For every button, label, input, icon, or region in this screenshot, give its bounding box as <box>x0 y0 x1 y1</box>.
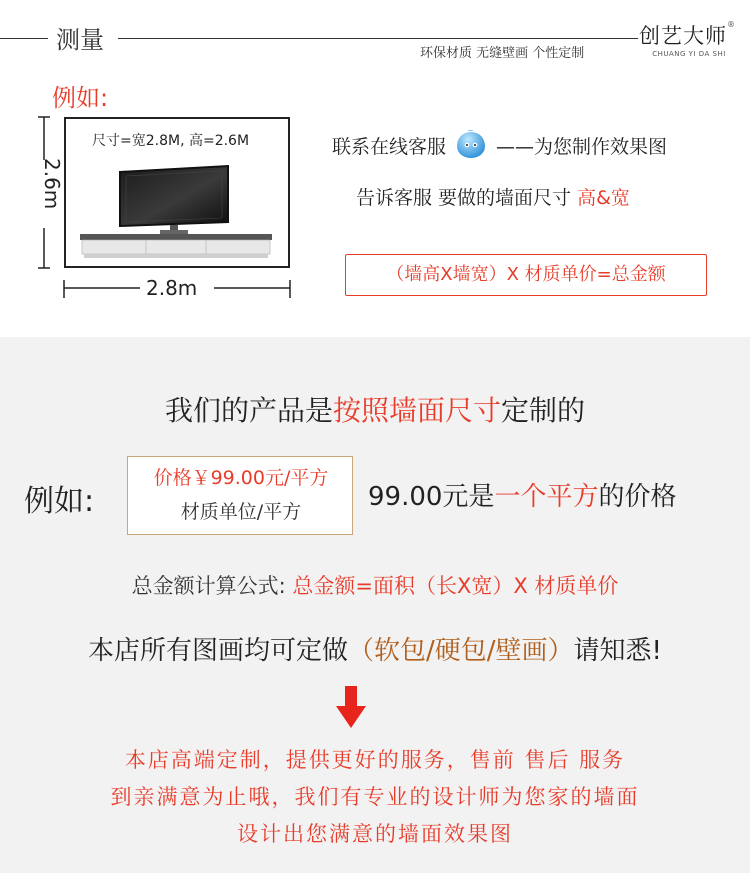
chat-bubble-icon[interactable] <box>454 130 488 160</box>
logo-registered-mark: ® <box>727 20 735 29</box>
calc-formula: 总金额=面积（长X宽）X 材质单价 <box>292 574 619 598</box>
logo-main-text: 创艺大师 <box>639 24 727 48</box>
width-dimension-label: 2.8m <box>146 276 198 300</box>
all-custom-notice <box>0 630 750 667</box>
custom-suffix: 定制的 <box>501 394 586 427</box>
promise-line: 本店高端定制，提供更好的服务，售前 售后 服务 <box>124 748 626 772</box>
tell-highlight: 高&宽 <box>577 187 630 209</box>
promise-line: 设计出您满意的墙面效果图 <box>237 822 513 846</box>
promise-line: 到亲满意为止哦，我们有专业的设计师为您家的墙面 <box>110 785 640 809</box>
price-main: 价格￥99.00元/平方 <box>153 467 329 489</box>
size-text: 尺寸=宽2.8M, 高=2.6M <box>92 133 250 149</box>
calc-formula-line <box>0 570 750 600</box>
contact-desc: ——为您制作效果图 <box>496 135 668 158</box>
custom-prefix: 我们的产品是 <box>164 394 333 427</box>
price-box <box>127 456 353 535</box>
custom-statement <box>0 389 750 429</box>
price-desc-highlight: 一个平方 <box>494 482 599 512</box>
service-promise <box>0 742 750 853</box>
custom-highlight: 按照墙面尺寸 <box>332 394 501 427</box>
price-unit: 材质单位/平方 <box>180 501 302 523</box>
contact-text: 联系在线客服 <box>332 135 447 158</box>
formula-box: （墙高X墙宽）X 材质单价=总金额 <box>345 254 707 296</box>
tv-cabinet-illustration <box>76 152 276 264</box>
tell-size-line <box>356 183 630 210</box>
logo-sub-text: CHUANG YI DA SHI <box>652 50 726 58</box>
section-title: 测量 <box>56 26 104 54</box>
example-label: 例如: <box>52 84 109 112</box>
down-arrow-icon <box>336 686 366 728</box>
brand-logo <box>639 20 741 64</box>
tell-text: 告诉客服 要做的墙面尺寸 <box>356 187 572 209</box>
header-tags: 环保材质 无缝壁画 个性定制 <box>420 46 585 61</box>
all-custom-prefix: 本店所有图画均可定做 <box>88 636 349 666</box>
all-custom-suffix: 请知悉! <box>573 636 662 666</box>
example-label-2: 例如: <box>24 484 95 519</box>
price-desc-prefix: 99.00元是 <box>368 482 495 512</box>
calc-prefix: 总金额计算公式: <box>131 574 286 598</box>
contact-service-line <box>332 130 667 160</box>
height-dimension-label: 2.6m <box>40 158 64 210</box>
price-description <box>368 476 676 513</box>
all-custom-highlight: （软包/硬包/壁画） <box>348 636 574 666</box>
price-desc-suffix: 的价格 <box>598 482 677 512</box>
